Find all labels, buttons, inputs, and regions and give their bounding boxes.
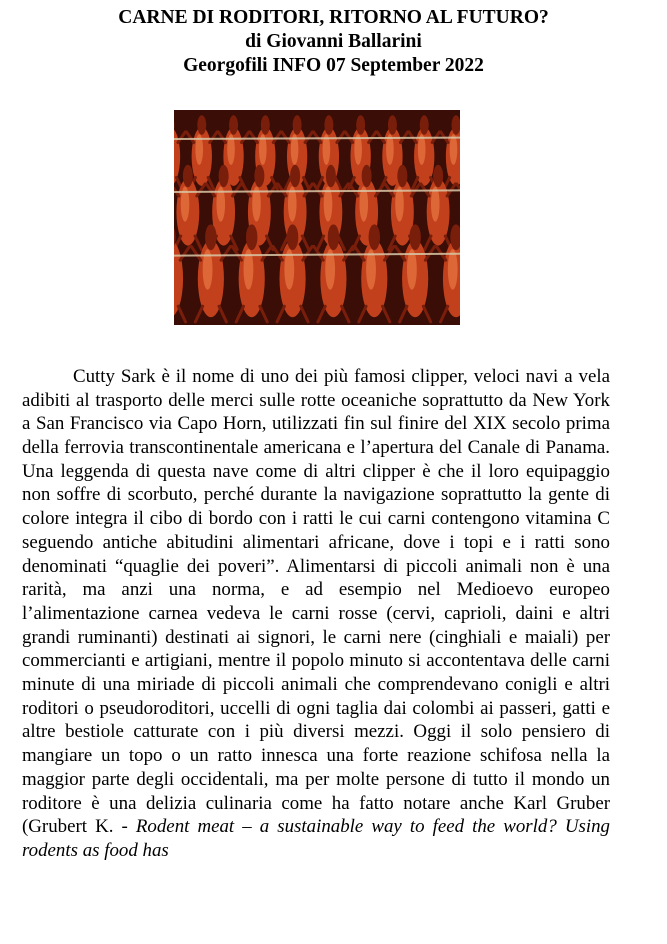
skewer-stick [174, 138, 460, 139]
article-citation-italic: Rodent meat – a sustainable way to feed the world? Using rodents as food has [22, 816, 610, 861]
article-author: di Giovanni Ballarini [245, 31, 422, 52]
article-header [0, 6, 667, 78]
article-body [22, 365, 610, 863]
article-source-date: Georgofili INFO 07 September 2022 [183, 55, 484, 76]
photo-illustration [174, 110, 460, 325]
article-title: CARNE DI RODITORI, RITORNO AL FUTURO? [118, 7, 549, 28]
article-paragraph-text: Cutty Sark è il nome di uno dei più famosi clipper, veloci navi a vela adibiti al trasporto delle merci sulle rotte oceaniche soprattutto da New York a San Francisco via Capo Horn, utilizzati fin sul finire del XIX secolo prima della ferrovia transcontinentale americana e l’apertura del Canale di Panama. Una leggenda di questa nave come di altri clipper è che il loro equipaggio non soffre di scorbuto, perché durante la navigazione soprattutto la gente di colore integra il cibo di bordo con i ratti le cui carni contengono vitamina C seguendo antiche abitudini alimentari africane, dove i topi e i ratti sono denominati “quaglie dei poveri”. Alimentarsi di piccoli animali non è una rarità, ma anzi una norma, e ad esempio nel Medioevo europeo l’alimentazione carnea vedeva le carni rosse (cervi, caprioli, daini e altri grandi ruminanti) destinati ai signori, le carni nere (cinghiali e maiali) per commercianti e artigiani, mentre il popolo minuto si accontentava delle carni minute di una miriade di piccoli animali che comprendevano conigli e altri roditori o pseudoroditori, uccelli di ogni taglia dai colombi ai passeri, gatti e altre bestiole catturate con i più diversi mezzi. Oggi il solo pensiero di mangiare un topo o un ratto innesca una forte reazione schifosa nella la maggior parte degli occidentali, ma per molte persone di tutto il mondo un roditore è una delizia culinaria come ha fatto notare anche Karl Gruber (Grubert K. - [22, 365, 610, 838]
roasted-rodents-photo [174, 110, 460, 325]
